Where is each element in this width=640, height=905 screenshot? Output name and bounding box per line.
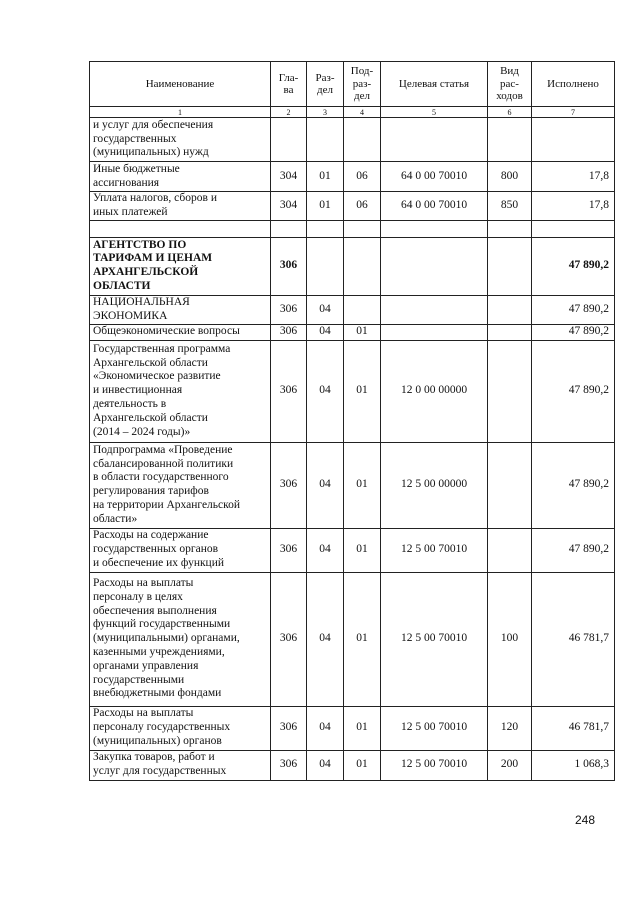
cell-expense-type: 800 [488, 162, 532, 192]
cell-chapter: 306 [271, 572, 307, 706]
cell-section: 01 [307, 162, 344, 192]
cell-target-article: 12 5 00 00000 [381, 442, 488, 528]
cell-target-article: 64 0 00 70010 [381, 192, 488, 221]
cell-subsection [344, 295, 381, 324]
header-name: Наименование [90, 62, 271, 107]
cell-name: Иные бюджетные ассигнования [90, 162, 271, 192]
cell-chapter: 306 [271, 237, 307, 295]
cell-chapter: 306 [271, 340, 307, 442]
cell-target-article [381, 295, 488, 324]
cell-section [307, 220, 344, 237]
cell-section: 01 [307, 192, 344, 221]
header-section: Раз- дел [307, 62, 344, 107]
cell-subsection [344, 237, 381, 295]
header-expense-type: Вид рас- ходов [488, 62, 532, 107]
cell-executed: 47 890,2 [532, 237, 615, 295]
header-chapter: Гла- ва [271, 62, 307, 107]
table-row [90, 237, 615, 295]
cell-expense-type [488, 118, 532, 162]
cell-subsection: 06 [344, 192, 381, 221]
cell-expense-type: 850 [488, 192, 532, 221]
cell-target-article: 64 0 00 70010 [381, 162, 488, 192]
cell-name: Уплата налогов, сборов и иных платежей [90, 192, 271, 221]
cell-subsection: 01 [344, 324, 381, 340]
cell-section: 04 [307, 572, 344, 706]
header-target-article: Целевая статья [381, 62, 488, 107]
header-row [90, 62, 615, 107]
cell-expense-type [488, 295, 532, 324]
cell-executed: 47 890,2 [532, 324, 615, 340]
cell-section: 04 [307, 324, 344, 340]
budget-table [89, 61, 615, 781]
table-row [90, 295, 615, 324]
cell-target-article: 12 5 00 70010 [381, 528, 488, 572]
cell-chapter: 306 [271, 528, 307, 572]
cell-expense-type [488, 340, 532, 442]
cell-expense-type [488, 220, 532, 237]
column-number-row [90, 107, 615, 118]
cell-executed [532, 220, 615, 237]
cell-target-article [381, 118, 488, 162]
table-row [90, 572, 615, 706]
cell-section [307, 237, 344, 295]
cell-target-article: 12 5 00 70010 [381, 572, 488, 706]
cell-section: 04 [307, 528, 344, 572]
cell-target-article [381, 324, 488, 340]
cell-expense-type: 120 [488, 706, 532, 750]
cell-expense-type: 200 [488, 750, 532, 780]
cell-name: НАЦИОНАЛЬНАЯ ЭКОНОМИКА [90, 295, 271, 324]
cell-subsection: 06 [344, 162, 381, 192]
cell-expense-type: 100 [488, 572, 532, 706]
table-row [90, 162, 615, 192]
table-row [90, 324, 615, 340]
cell-expense-type [488, 237, 532, 295]
cell-target-article [381, 237, 488, 295]
cell-executed: 46 781,7 [532, 572, 615, 706]
cell-chapter: 304 [271, 192, 307, 221]
cell-executed: 47 890,2 [532, 442, 615, 528]
column-number: 1 [90, 107, 271, 118]
table-row [90, 706, 615, 750]
cell-executed: 17,8 [532, 192, 615, 221]
cell-target-article [381, 220, 488, 237]
cell-executed: 46 781,7 [532, 706, 615, 750]
table-row [90, 192, 615, 221]
table-row [90, 442, 615, 528]
column-number: 3 [307, 107, 344, 118]
cell-name: Государственная программа Архангельской области «Экономическое развитие и инвестиционная деятельность в Архангельской области (2014 – 2024 годы)» [90, 340, 271, 442]
cell-section: 04 [307, 750, 344, 780]
column-number: 4 [344, 107, 381, 118]
column-number: 5 [381, 107, 488, 118]
cell-chapter [271, 220, 307, 237]
header-executed: Исполнено [532, 62, 615, 107]
cell-subsection: 01 [344, 442, 381, 528]
cell-expense-type [488, 324, 532, 340]
cell-name: и услуг для обеспечения государственных (муниципальных) нужд [90, 118, 271, 162]
cell-executed: 1 068,3 [532, 750, 615, 780]
cell-executed: 17,8 [532, 162, 615, 192]
column-number: 7 [532, 107, 615, 118]
cell-chapter: 306 [271, 442, 307, 528]
cell-expense-type [488, 442, 532, 528]
cell-section: 04 [307, 442, 344, 528]
cell-executed: 47 890,2 [532, 340, 615, 442]
column-number: 6 [488, 107, 532, 118]
table-row [90, 340, 615, 442]
cell-name: АГЕНТСТВО ПО ТАРИФАМ И ЦЕНАМ АРХАНГЕЛЬСКОЙ ОБЛАСТИ [90, 237, 271, 295]
cell-executed [532, 118, 615, 162]
table-row [90, 220, 615, 237]
cell-chapter: 304 [271, 162, 307, 192]
cell-section: 04 [307, 706, 344, 750]
cell-executed: 47 890,2 [532, 528, 615, 572]
cell-name: Подпрограмма «Проведение сбалансированной политики в области государственного регулирования тарифов на территории Архангельской области» [90, 442, 271, 528]
cell-subsection: 01 [344, 706, 381, 750]
cell-subsection: 01 [344, 340, 381, 442]
table-row [90, 750, 615, 780]
cell-section [307, 118, 344, 162]
cell-section: 04 [307, 340, 344, 442]
cell-subsection: 01 [344, 750, 381, 780]
cell-chapter: 306 [271, 324, 307, 340]
cell-target-article: 12 5 00 70010 [381, 706, 488, 750]
cell-section: 04 [307, 295, 344, 324]
table-row [90, 528, 615, 572]
cell-name: Общеэкономические вопросы [90, 324, 271, 340]
cell-subsection: 01 [344, 528, 381, 572]
table-body [90, 118, 615, 781]
cell-executed: 47 890,2 [532, 295, 615, 324]
cell-subsection: 01 [344, 572, 381, 706]
cell-chapter: 306 [271, 750, 307, 780]
cell-target-article: 12 0 00 00000 [381, 340, 488, 442]
cell-name [90, 220, 271, 237]
cell-target-article: 12 5 00 70010 [381, 750, 488, 780]
cell-chapter [271, 118, 307, 162]
cell-subsection [344, 220, 381, 237]
cell-name: Закупка товаров, работ и услуг для государственных [90, 750, 271, 780]
cell-chapter: 306 [271, 706, 307, 750]
column-number: 2 [271, 107, 307, 118]
table-row [90, 118, 615, 162]
header-subsection: Под- раз- дел [344, 62, 381, 107]
page-number: 248 [575, 813, 596, 827]
cell-subsection [344, 118, 381, 162]
cell-name: Расходы на выплаты персоналу в целях обеспечения выполнения функций государственными (муниципальными) органами, казенными учреждениями, органами управления государственными внебюджетными фондами [90, 572, 271, 706]
cell-name: Расходы на содержание государственных органов и обеспечение их функций [90, 528, 271, 572]
cell-name: Расходы на выплаты персоналу государственных (муниципальных) органов [90, 706, 271, 750]
cell-expense-type [488, 528, 532, 572]
cell-chapter: 306 [271, 295, 307, 324]
